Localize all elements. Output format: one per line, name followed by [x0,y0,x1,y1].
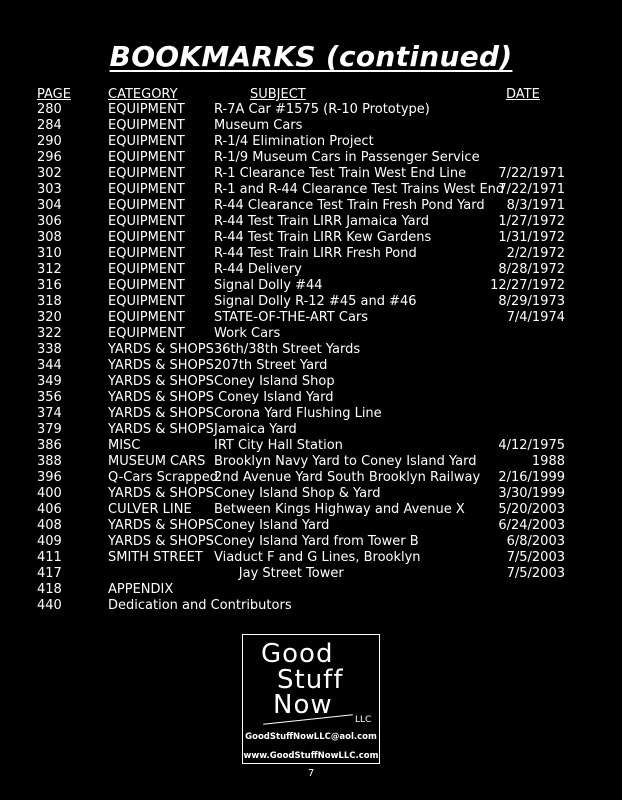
logo-website: www.GoodStuffNowLLC.com [243,751,379,761]
table-row [0,102,622,118]
table-row [0,582,622,598]
row-date: 8/28/1972 [498,262,565,277]
row-subject: Museum Cars [214,118,303,133]
table-row [0,518,622,534]
row-date: 7/5/2003 [506,566,565,581]
table-row [0,246,622,262]
row-category: EQUIPMENT [108,262,185,277]
header-category: CATEGORY [108,87,178,102]
table-row [0,598,622,614]
logo-word-good: Good [261,639,334,669]
logo-llc: LLC [355,715,372,725]
row-subject: Coney Island Shop & Yard [214,486,381,501]
row-page: 379 [37,422,62,437]
table-row [0,198,622,214]
row-category: EQUIPMENT [108,198,185,213]
table-row [0,310,622,326]
row-category: EQUIPMENT [108,294,185,309]
row-page: 356 [37,390,62,405]
row-category: CULVER LINE [108,502,192,517]
table-row [0,406,622,422]
page-number: 7 [307,768,315,779]
row-subject: R-44 Test Train LIRR Fresh Pond [214,246,417,261]
table-row [0,470,622,486]
row-category: APPENDIX [108,582,174,597]
row-page: 388 [37,454,62,469]
row-category: SMITH STREET [108,550,203,565]
row-category: YARDS & SHOPS [108,358,214,373]
row-page: 406 [37,502,62,517]
table-row [0,454,622,470]
row-subject: 207th Street Yard [214,358,328,373]
row-category: YARDS & SHOPS [108,374,214,389]
table-row [0,150,622,166]
row-subject: Brooklyn Navy Yard to Coney Island Yard [214,454,477,469]
row-page: 290 [37,134,62,149]
row-category: EQUIPMENT [108,310,185,325]
table-row [0,502,622,518]
row-date: 7/22/1971 [498,182,565,197]
table-row [0,374,622,390]
row-date: 1988 [531,454,565,469]
row-date: 5/20/2003 [498,502,565,517]
row-page: 417 [37,566,62,581]
row-date: 7/22/1971 [498,166,565,181]
row-page: 409 [37,534,62,549]
table-row [0,342,622,358]
row-category: EQUIPMENT [108,182,185,197]
row-subject: Corona Yard Flushing Line [214,406,382,421]
row-page: 296 [37,150,62,165]
row-page: 318 [37,294,62,309]
row-subject: 2nd Avenue Yard South Brooklyn Railway [214,470,481,485]
row-page: 440 [37,598,62,613]
row-subject: R-1/4 Elimination Project [214,134,374,149]
row-subject: Jamaica Yard [214,422,297,437]
header-date: DATE [506,87,540,102]
row-category: EQUIPMENT [108,214,185,229]
row-page: 344 [37,358,62,373]
header-page: PAGE [37,87,71,102]
row-category: MISC [108,438,141,453]
table-row [0,390,622,406]
row-subject: R-44 Test Train LIRR Jamaica Yard [214,214,429,229]
row-subject: Viaduct F and G Lines, Brooklyn [214,550,421,565]
row-page: 400 [37,486,62,501]
row-category: YARDS & SHOPS [108,534,214,549]
row-category: EQUIPMENT [108,230,185,245]
row-category: EQUIPMENT [108,150,185,165]
row-category: EQUIPMENT [108,118,185,133]
row-category: Dedication and Contributors [108,598,292,613]
row-page: 304 [37,198,62,213]
row-subject: Coney Island Yard [214,390,334,405]
table-row [0,214,622,230]
row-page: 306 [37,214,62,229]
table-row [0,566,622,582]
logo-word-now: Now [273,690,333,720]
row-subject: Signal Dolly R-12 #45 and #46 [214,294,417,309]
row-page: 374 [37,406,62,421]
row-page: 316 [37,278,62,293]
row-category: YARDS & SHOPS [108,518,214,533]
row-category: YARDS & SHOPS [108,422,214,437]
row-subject: R-44 Test Train LIRR Kew Gardens [214,230,432,245]
row-date: 1/27/1972 [498,214,565,229]
row-category: EQUIPMENT [108,102,185,117]
logo-word-stuff: Stuff [277,665,344,695]
table-row [0,358,622,374]
logo-email: GoodStuffNowLLC@aol.com [245,732,377,742]
row-category: YARDS & SHOPS [108,390,214,405]
company-logo [242,634,380,764]
table-row [0,166,622,182]
row-subject: Work Cars [214,326,281,341]
row-subject: Coney Island Shop [214,374,335,389]
header-subject: SUBJECT [250,87,306,102]
table-row [0,550,622,566]
row-category: EQUIPMENT [108,326,185,341]
row-subject: 36th/38th Street Yards [214,342,361,357]
row-page: 411 [37,550,62,565]
row-date: 6/8/2003 [506,534,565,549]
table-row [0,534,622,550]
table-row [0,134,622,150]
row-date: 8/3/1971 [506,198,565,213]
row-category: EQUIPMENT [108,246,185,261]
row-date: 8/29/1973 [498,294,565,309]
table-row [0,262,622,278]
row-page: 386 [37,438,62,453]
row-category: MUSEUM CARS [108,454,206,469]
row-page: 284 [37,118,62,133]
row-subject: IRT City Hall Station [214,438,343,453]
row-page: 338 [37,342,62,357]
table-row [0,422,622,438]
bookmarks-table [0,102,622,614]
row-page: 303 [37,182,62,197]
row-date: 6/24/2003 [498,518,565,533]
row-page: 312 [37,262,62,277]
row-page: 322 [37,326,62,341]
row-category: EQUIPMENT [108,134,185,149]
row-subject: STATE-OF-THE-ART Cars [214,310,369,325]
row-subject: R-7A Car #1575 (R-10 Prototype) [214,102,430,117]
row-subject: R-1 and R-44 Clearance Test Trains West End [214,182,505,197]
row-date: 4/12/1975 [498,438,565,453]
row-subject: Coney Island Yard [214,518,330,533]
row-subject: Coney Island Yard from Tower B [214,534,419,549]
page-title: BOOKMARKS (continued) [109,40,513,73]
row-subject: R-44 Delivery [214,262,302,277]
table-row [0,182,622,198]
row-subject: Signal Dolly #44 [214,278,323,293]
row-category: YARDS & SHOPS [108,406,214,421]
table-row [0,486,622,502]
row-subject: Jay Street Tower [214,566,344,581]
row-page: 396 [37,470,62,485]
row-page: 302 [37,166,62,181]
row-date: 2/2/1972 [506,246,565,261]
row-category: YARDS & SHOPS [108,486,214,501]
row-page: 418 [37,582,62,597]
row-category: Q-Cars Scrapped [108,470,219,485]
row-subject: R-1/9 Museum Cars in Passenger Service [214,150,480,165]
row-category: EQUIPMENT [108,166,185,181]
row-date: 3/30/1999 [498,486,565,501]
row-page: 408 [37,518,62,533]
row-subject: R-44 Clearance Test Train Fresh Pond Yard [214,198,485,213]
row-category: YARDS & SHOPS [108,342,214,357]
row-subject: Between Kings Highway and Avenue X [214,502,465,517]
row-date: 12/27/1972 [490,278,565,293]
table-row [0,326,622,342]
row-page: 310 [37,246,62,261]
row-page: 349 [37,374,62,389]
row-date: 7/5/2003 [506,550,565,565]
row-date: 7/4/1974 [506,310,565,325]
row-category: EQUIPMENT [108,278,185,293]
row-page: 308 [37,230,62,245]
table-row [0,278,622,294]
row-subject: R-1 Clearance Test Train West End Line [214,166,467,181]
table-row [0,118,622,134]
table-row [0,230,622,246]
table-row [0,438,622,454]
row-date: 2/16/1999 [498,470,565,485]
row-date: 1/31/1972 [498,230,565,245]
row-page: 320 [37,310,62,325]
table-row [0,294,622,310]
row-page: 280 [37,102,62,117]
